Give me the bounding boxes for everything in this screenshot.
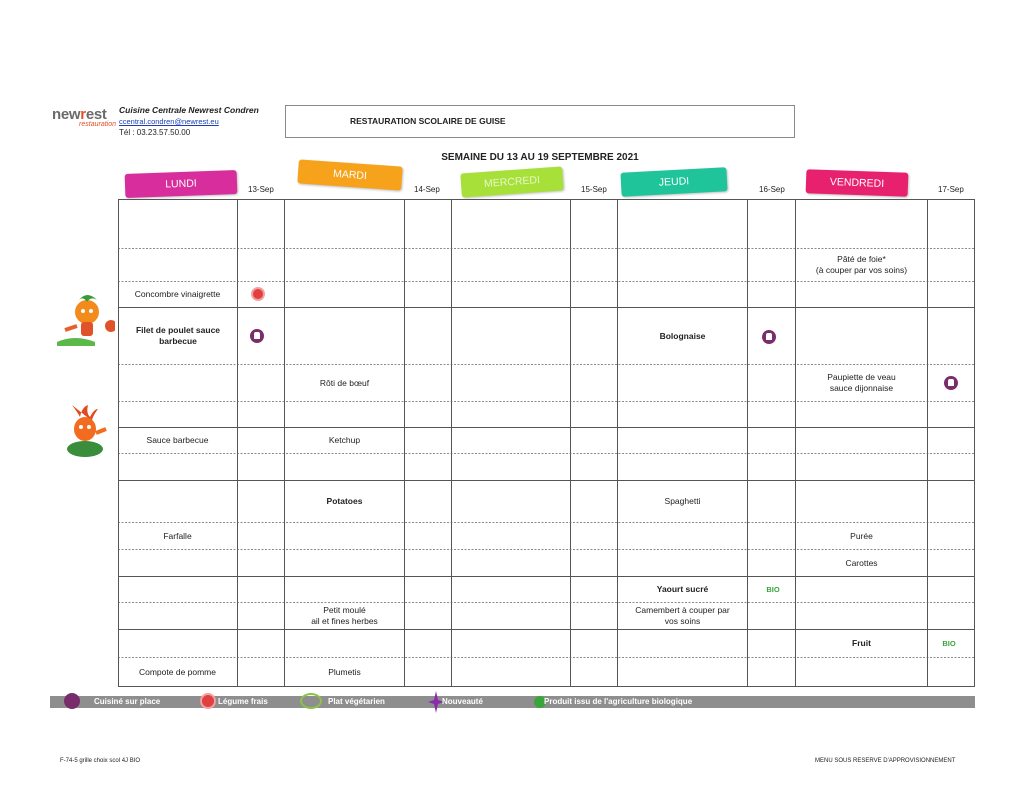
legend-nouveaute: Nouveauté: [442, 697, 483, 706]
legend-cuisine: Cuisiné sur place: [94, 697, 161, 706]
date-jeudi: 16-Sep: [759, 185, 785, 194]
dish-bolognaise: Bolognaise: [659, 330, 706, 341]
dish-camembert: Camembert à couper par vos soins: [635, 605, 730, 626]
newrest-logo: [52, 106, 116, 130]
dish-yaourt: Yaourt sucré: [656, 584, 709, 594]
tab-mardi: MARDI: [297, 159, 402, 190]
date-mercredi: 15-Sep: [581, 185, 607, 194]
dish-carottes: Carottes: [845, 557, 878, 568]
footer-reference: F-74-5 grille choix scol 4J BIO: [60, 758, 141, 764]
bio-icon: BIO: [942, 639, 956, 648]
date-lundi: 13-Sep: [248, 185, 274, 194]
dish-filet-poulet: Filet de poulet sauce barbecue: [135, 325, 221, 346]
legend-vegetarien: Plat végétarien: [328, 697, 385, 706]
date-vendredi: 17-Sep: [938, 185, 964, 194]
dish-potatoes: Potatoes: [326, 496, 363, 506]
tab-mercredi: MERCREDI: [460, 166, 563, 197]
dish-pate-foie: Pâté de foie* (à couper par vos soins): [815, 254, 908, 275]
vegetarian-leaf-icon: [300, 693, 322, 709]
legend-bio: Produit issu de l'agriculture biologique: [544, 697, 693, 706]
dish-farfalle: Farfalle: [163, 530, 192, 541]
dish-concombre: Concombre vinaigrette: [134, 289, 221, 299]
bio-icon: BIO: [766, 585, 780, 594]
dish-paupiette: Paupiette de veau sauce dijonnaise: [827, 372, 896, 393]
dish-ketchup: Ketchup: [328, 435, 361, 445]
chef-hat-icon: [64, 693, 80, 709]
chef-hat-icon: [250, 329, 264, 343]
dish-petit-moule: Petit moulé ail et fines herbes: [311, 605, 378, 626]
mascot-vegetable-icon: [55, 290, 115, 350]
menu-grid: [118, 199, 975, 687]
dish-compote: Compote de pomme: [138, 667, 216, 677]
dish-puree: Purée: [850, 530, 873, 541]
mascot-carrot-icon: [60, 403, 110, 458]
dish-roti-boeuf: Rôti de bœuf: [319, 377, 370, 388]
date-mardi: 14-Sep: [414, 185, 440, 194]
logo-subtitle: restauration: [79, 121, 116, 128]
organization-block: [119, 105, 259, 138]
dish-spaghetti: Spaghetti: [664, 496, 701, 506]
phone-number: Tél : 03.23.57.50.00: [119, 128, 191, 137]
page-title-box: [285, 105, 795, 138]
week-title: SEMAINE DU 13 AU 19 SEPTEMBRE 2021: [441, 152, 639, 163]
fresh-vegetable-icon: [200, 693, 216, 709]
email-link[interactable]: ccentral.condren@newrest.eu: [119, 117, 219, 126]
logo-text-e: r: [80, 106, 86, 123]
legend-legume: Légume frais: [218, 697, 268, 706]
logo-text-est: est: [85, 106, 107, 123]
fresh-vegetable-icon: [251, 287, 265, 301]
logo-text-new: new: [52, 106, 81, 123]
dish-fruit: Fruit: [852, 638, 871, 648]
tab-jeudi: JEUDI: [620, 167, 727, 197]
tab-vendredi: VENDREDI: [806, 169, 909, 197]
chef-hat-icon: [944, 376, 958, 390]
tab-lundi: LUNDI: [125, 170, 238, 198]
dish-plumetis: Plumetis: [328, 667, 361, 677]
chef-hat-icon: [762, 330, 776, 344]
dish-sauce-barbecue: Sauce barbecue: [146, 435, 209, 445]
page-title: RESTAURATION SCOLAIRE DE GUISE: [350, 116, 506, 126]
footer-disclaimer: MENU SOUS RESERVE D'APPROVISIONNEMENT: [815, 758, 956, 764]
org-name: Cuisine Centrale Newrest Condren: [119, 105, 259, 115]
legend-bar: [50, 696, 975, 708]
